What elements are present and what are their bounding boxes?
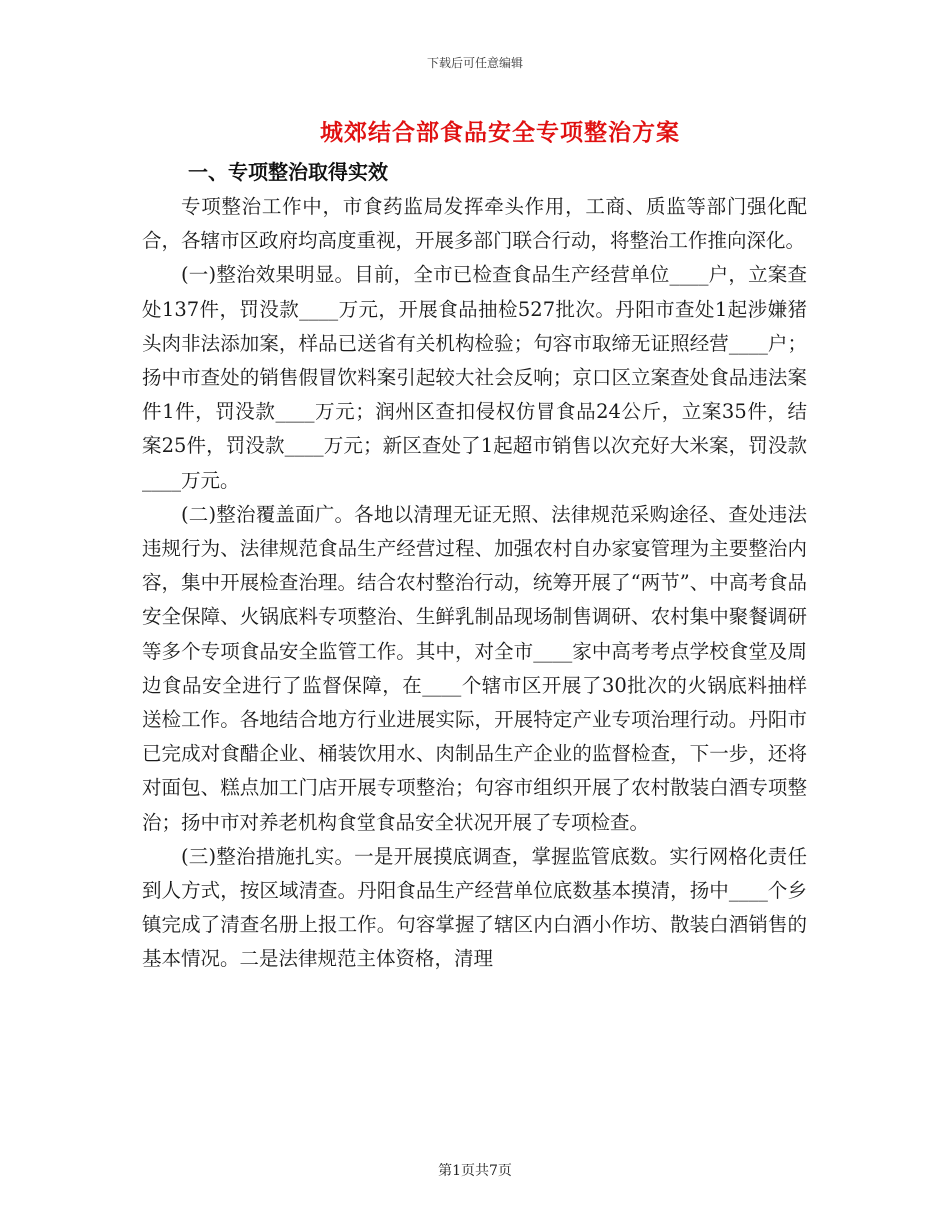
page-number: 第1页共7页 [438,1163,512,1179]
paragraph: (二)整治覆盖面广。各地以清理无证无照、法律规范采购途径、查处违法违规行为、法律规范食品生产经营过程、加强农村自办家宴管理为主要整治内容，集中开展检查治理。结合农村整治行动，统筹开展了“两节”、中高考食品安全保障、火锅底料专项整治、生鲜乳制品现场制售调研、农村集中聚餐调研等多个专项食品安全监管工作。其中，对全市____家中高考考点学校食堂及周边食品安全进行了监督保障，在____个辖市区开展了30批次的火锅底料抽样送检工作。各地结合地方行业进展实际，开展特定产业专项治理行动。丹阳市已完成对食醋企业、桶装饮用水、肉制品生产企业的监督检查，下一步，还将对面包、糕点加工门店开展专项整治；句容市组织开展了农村散装白酒专项整治；扬中市对养老机构食堂食品安全状况开展了专项检查。 [142,502,807,834]
section-heading: 一、专项整治取得实效 [188,160,388,184]
paragraph: (一)整治效果明显。目前，全市已检查食品生产经营单位____户，立案查处137件，罚没款____万元，开展食品抽检527批次。丹阳市查处1起涉嫌猪头肉非法添加案，样品已送省有关机构检验；句容市取缔无证照经营____户；扬中市查处的销售假冒饮料案引起较大社会反响；京口区立案查处食品违法案件1件，罚没款____万元；润州区查扣侵权仿冒食品24公斤，立案35件，结案25件，罚没款____万元；新区查处了1起超市销售以次充好大米案，罚没款____万元。 [142,263,807,492]
paragraph: (三)整治措施扎实。一是开展摸底调查，掌握监管底数。实行网格化责任到人方式，按区域清查。丹阳食品生产经营单位底数基本摸清，扬中____个乡镇完成了清查名册上报工作。句容掌握了辖区内白酒小作坊、散装白酒销售的基本情况。二是法律规范主体资格，清理 [142,844,807,971]
paragraph: 专项整治工作中，市食药监局发挥牵头作用，工商、质监等部门强化配合，各辖市区政府均高度重视，开展多部门联合行动，将整治工作推向深化。 [142,195,807,253]
document-title: 城郊结合部食品安全专项整治方案 [320,119,680,146]
body-text [142,190,807,977]
header-note: 下载后可任意编辑 [426,56,523,70]
